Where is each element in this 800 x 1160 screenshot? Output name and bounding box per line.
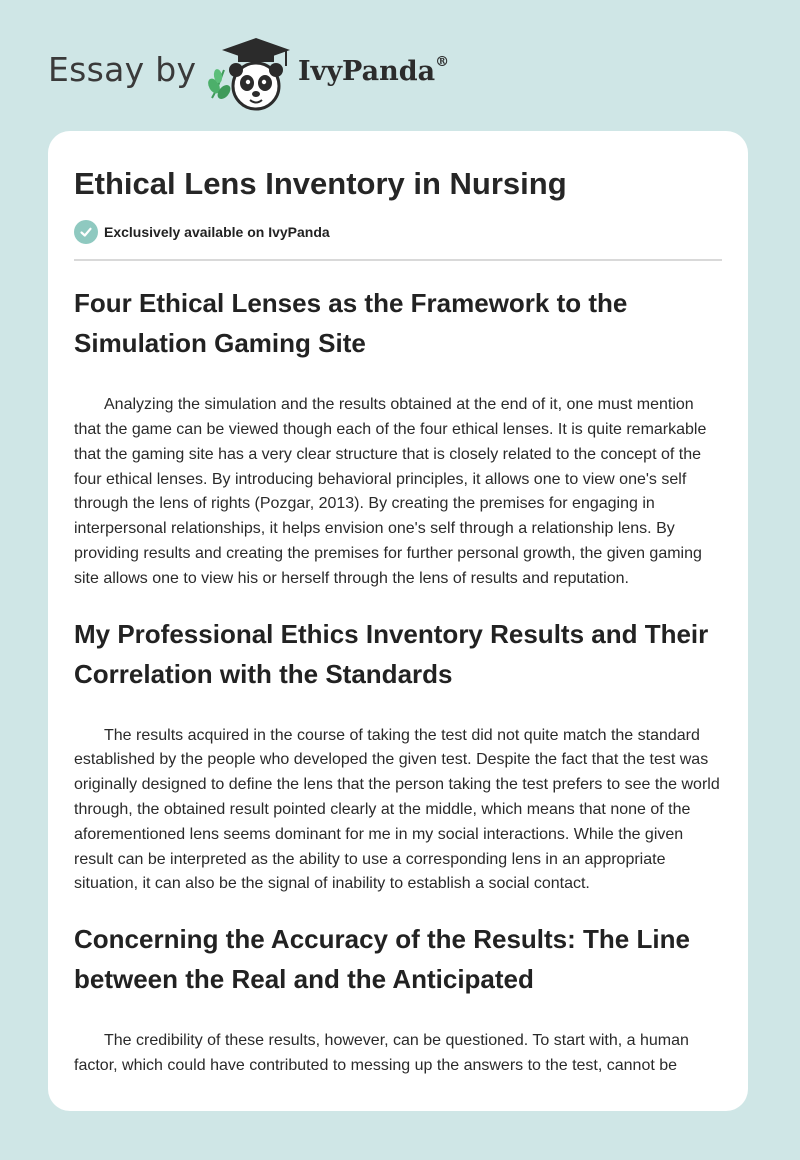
- check-icon: [74, 220, 98, 244]
- registered-mark: ®: [435, 54, 450, 70]
- divider: [74, 259, 722, 261]
- site-header: [48, 36, 468, 112]
- exclusive-badge: [74, 220, 722, 244]
- ivypanda-logo-icon[interactable]: [198, 36, 294, 112]
- brand-name[interactable]: IvyPanda®: [298, 54, 450, 87]
- article-card: [48, 131, 748, 1111]
- section-heading: My Professional Ethics Inventory Results and Their Correlation with the Standards: [74, 618, 709, 689]
- section-paragraph: The results acquired in the course of taking the test did not quite match the standard established by the people who developed the given test. Despite the fact that the test was originally designed to define the lens that the person taking the test prefers to see the world through, the obtained result pointed clearly at the middle, which means that none of the aforementioned lens seems dominant for me in my social interactions. While the given result can be interpreted as the ability to use a corresponding lens in an appropriate situation, it can also be the signal of inability to establish a social contact.: [74, 726, 720, 893]
- page-title: Ethical Lens Inventory in Nursing: [74, 166, 567, 201]
- badge-label: Exclusively available on IvyPanda: [104, 224, 330, 241]
- essay-by-label: Essay by: [48, 50, 197, 89]
- section-paragraph: Analyzing the simulation and the results obtained at the end of it, one must mention that the game can be viewed though each of the four ethical lenses. It is quite remarkable that the gaming site has a very clear structure that is closely related to the concept of the four ethical lenses. By introducing behavioral principles, it allows one to view one's self through the lens of rights (Pozgar, 2013). By creating the premises for engaging in interpersonal relationships, it helps envision one's self through a relationship lens. By providing results and creating the premises for further personal growth, the given gaming site allows one to view his or herself through the lens of results and reputation.: [74, 396, 707, 587]
- section-heading: Concerning the Accuracy of the Results: The Line between the Real and the Anticipated: [74, 924, 690, 995]
- section-paragraph: The credibility of these results, however, can be questioned. To start with, a human factor, which could have contributed to messing up the answers to the test, cannot be: [74, 1032, 689, 1074]
- section-heading: Four Ethical Lenses as the Framework to the Simulation Gaming Site: [74, 288, 628, 359]
